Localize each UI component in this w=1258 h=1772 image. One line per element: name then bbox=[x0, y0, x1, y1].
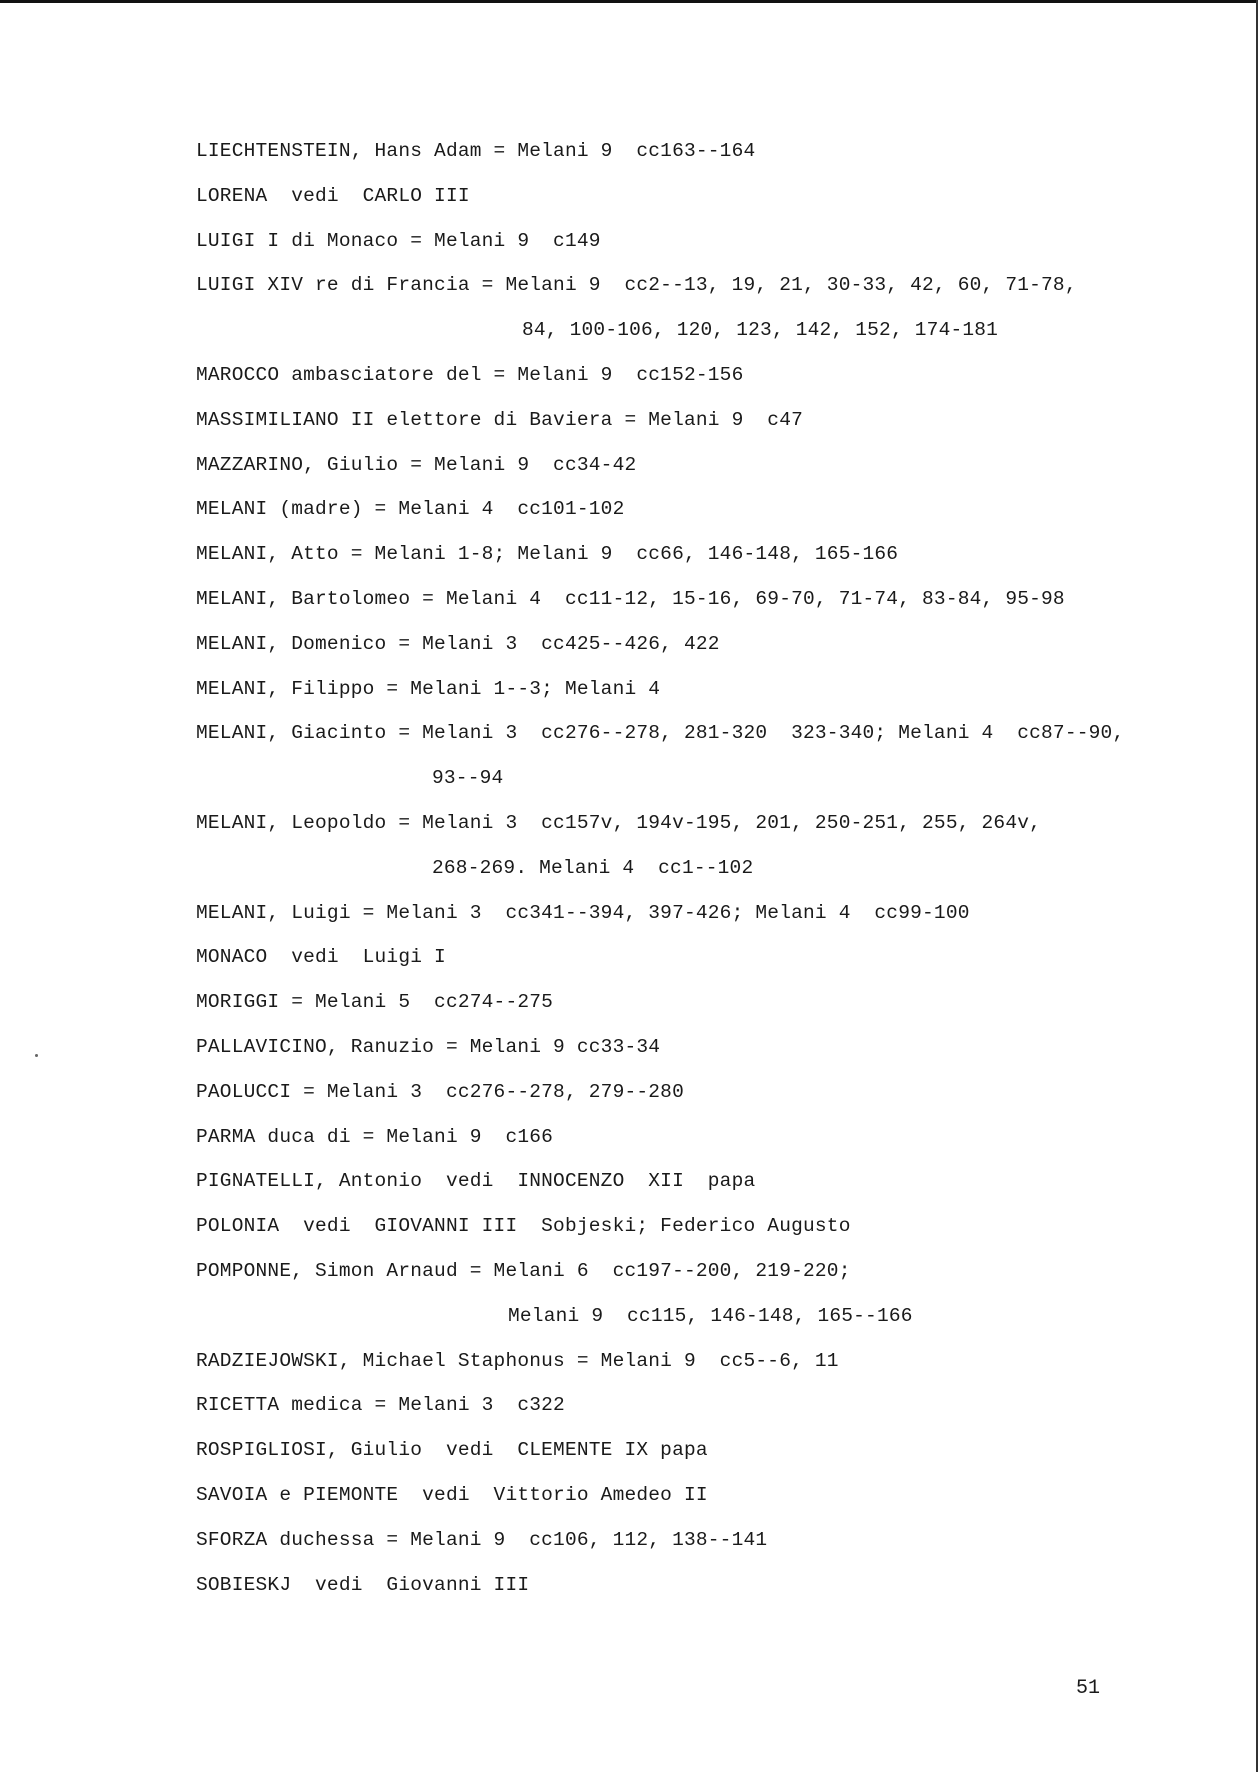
index-entry: MELANI, Atto = Melani 1-8; Melani 9 cc66, 146-148, 165-166 bbox=[196, 543, 899, 566]
index-entry: SFORZA duchessa = Melani 9 cc106, 112, 138--141 bbox=[196, 1528, 768, 1551]
index-entries-list bbox=[196, 136, 1206, 1614]
index-entry: POLONIA vedi GIOVANNI III Sobjeski; Federico Augusto bbox=[196, 1215, 851, 1238]
index-entry: PAOLUCCI = Melani 3 cc276--278, 279--280 bbox=[196, 1080, 684, 1103]
index-entry: MELANI, Leopoldo = Melani 3 cc157v, 194v-195, 201, 250-251, 255, 264v, bbox=[196, 811, 1042, 834]
index-entry: MELANI, Luigi = Melani 3 cc341--394, 397-426; Melani 4 cc99-100 bbox=[196, 901, 970, 924]
index-entry: PALLAVICINO, Ranuzio = Melani 9 cc33-34 bbox=[196, 1035, 661, 1058]
index-entry: MASSIMILIANO II elettore di Baviera = Melani 9 c47 bbox=[196, 408, 803, 431]
index-entry: MONACO vedi Luigi I bbox=[196, 946, 446, 969]
index-entry: MAROCCO ambasciatore del = Melani 9 cc152-156 bbox=[196, 363, 744, 386]
page-number: 51 bbox=[1076, 1677, 1101, 1700]
index-entry: SOBIESKJ vedi Giovanni III bbox=[196, 1573, 530, 1596]
index-entry-continuation: 268-269. Melani 4 cc1--102 bbox=[432, 856, 754, 879]
page-top-border bbox=[0, 0, 1258, 3]
index-entry: RICETTA medica = Melani 3 c322 bbox=[196, 1394, 565, 1417]
index-entry: MELANI, Bartolomeo = Melani 4 cc11-12, 15-16, 69-70, 71-74, 83-84, 95-98 bbox=[196, 587, 1065, 610]
index-entry: LORENA vedi CARLO III bbox=[196, 184, 470, 207]
index-entry: MAZZARINO, Giulio = Melani 9 cc34-42 bbox=[196, 453, 637, 476]
index-entry: SAVOIA e PIEMONTE vedi Vittorio Amedeo II bbox=[196, 1483, 708, 1506]
index-entry: RADZIEJOWSKI, Michael Staphonus = Melani 9 cc5--6, 11 bbox=[196, 1349, 839, 1372]
index-entry-continuation: 84, 100-106, 120, 123, 142, 152, 174-181 bbox=[522, 319, 999, 342]
index-entry: PARMA duca di = Melani 9 c166 bbox=[196, 1125, 554, 1148]
index-entry: MELANI, Filippo = Melani 1--3; Melani 4 bbox=[196, 677, 661, 700]
index-entry: PIGNATELLI, Antonio vedi INNOCENZO XII papa bbox=[196, 1170, 756, 1193]
scan-speck bbox=[35, 1054, 38, 1057]
index-entry: LIECHTENSTEIN, Hans Adam = Melani 9 cc163--164 bbox=[196, 140, 756, 162]
index-entry: LUIGI XIV re di Francia = Melani 9 cc2--13, 19, 21, 30-33, 42, 60, 71-78, bbox=[196, 274, 1077, 297]
index-entry: POMPONNE, Simon Arnaud = Melani 6 cc197--200, 219-220; bbox=[196, 1259, 851, 1282]
index-entry: MELANI, Domenico = Melani 3 cc425--426, 422 bbox=[196, 632, 720, 655]
index-entry: ROSPIGLIOSI, Giulio vedi CLEMENTE IX papa bbox=[196, 1439, 708, 1462]
index-entry-continuation: Melani 9 cc115, 146-148, 165--166 bbox=[508, 1304, 913, 1327]
index-entry: MORIGGI = Melani 5 cc274--275 bbox=[196, 991, 554, 1014]
index-entry: LUIGI I di Monaco = Melani 9 c149 bbox=[196, 229, 601, 252]
index-entry: MELANI, Giacinto = Melani 3 cc276--278, 281-320 323-340; Melani 4 cc87--90, bbox=[196, 722, 1125, 745]
index-entry: MELANI (madre) = Melani 4 cc101-102 bbox=[196, 498, 625, 521]
index-entry-continuation: 93--94 bbox=[432, 767, 504, 790]
